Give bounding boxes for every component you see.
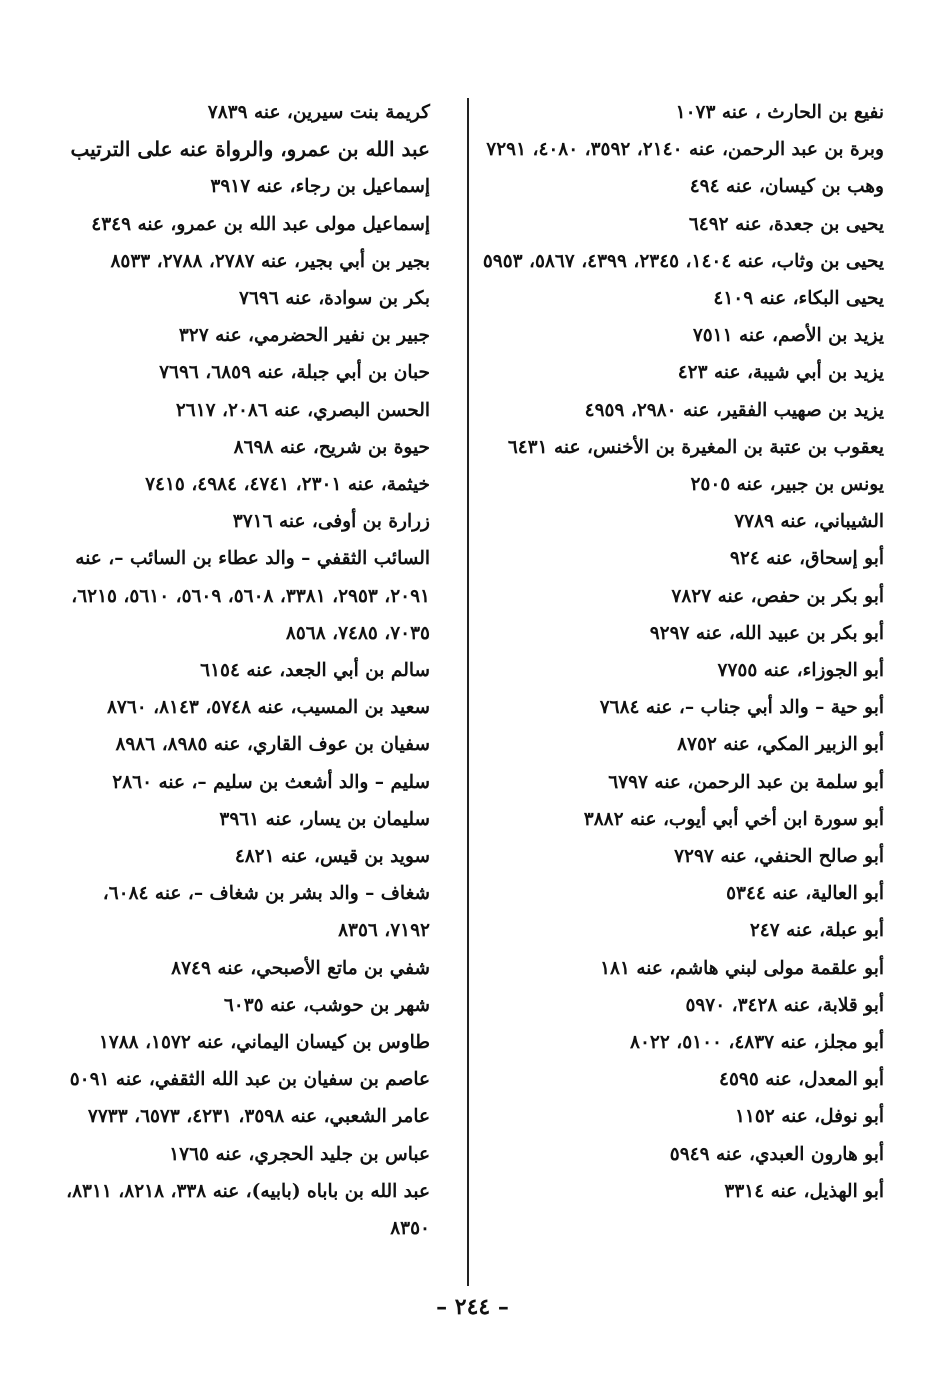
left-column: [58, 94, 430, 1247]
index-entry: سالم بن أبي الجعد، عنه ٦١٥٤: [200, 660, 430, 682]
index-entry: سفيان بن عوف القاري، عنه ٨٩٨٥، ٨٩٨٦: [115, 734, 430, 756]
index-entry: سويد بن قيس، عنه ٤٨٢١: [234, 846, 430, 868]
index-entry: عباس بن جليد الحجري، عنه ١٧٦٥: [169, 1143, 430, 1165]
index-entry: أبو الجوزاء، عنه ٧٧٥٥: [717, 660, 884, 682]
right-column: [478, 94, 884, 1210]
index-entry: عاصم بن سفيان بن عبد الله الثقفي، عنه ٥٠٩١: [69, 1069, 430, 1091]
index-entry: جبير بن نفير الحضرمي، عنه ٣٢٧: [178, 325, 430, 347]
index-entry: أبو بكر بن عبيد الله، عنه ٩٢٩٧: [649, 622, 884, 644]
index-entry: كريمة بنت سيرين، عنه ٧٨٣٩: [207, 102, 430, 123]
index-entry: سليمان بن يسار، عنه ٣٩٦١: [219, 808, 430, 830]
index-entry: زرارة بن أوفى، عنه ٣٧١٦: [232, 511, 430, 533]
index-entry: أبو الزبير المكي، عنه ٨٧٥٢: [677, 734, 884, 756]
index-entry: يونس بن جبير، عنه ٢٥٠٥: [690, 474, 884, 496]
index-entry: يحيى بن جعدة، عنه ٦٤٩٢: [688, 213, 884, 235]
index-entry: وهب بن كيسان، عنه ٤٩٤: [689, 176, 884, 198]
index-entry: يحيى البكاء، عنه ٤١٠٩: [713, 288, 884, 310]
index-entry: أبو علقمة مولى لبني هاشم، عنه ١٨١: [600, 957, 884, 979]
index-entry: أبو سلمة بن عبد الرحمن، عنه ٦٧٩٧: [608, 771, 884, 793]
index-entry: أبو العالية، عنه ٥٣٤٤: [726, 883, 884, 905]
index-entry: شفي بن ماتع الأصبحي، عنه ٨٧٤٩: [171, 957, 430, 979]
index-entry: أبو سورة ابن أخي أبي أيوب، عنه ٣٨٨٢: [583, 808, 884, 830]
section-heading: عبد الله بن عمرو، والرواة عنه على الترتيب: [70, 137, 430, 162]
index-entry: طاوس بن كيسان اليماني، عنه ١٥٧٢، ١٧٨٨: [98, 1032, 430, 1054]
index-entry: نفيع بن الحارث ، عنه ١٠٧٣: [675, 102, 884, 123]
index-entry: أبو قلابة، عنه ٣٤٢٨، ٥٩٧٠: [685, 994, 884, 1016]
index-entry: بجير بن أبي بجير، عنه ٢٧٨٧، ٢٧٨٨، ٨٥٣٣: [110, 250, 430, 272]
index-entry: أبو صالح الحنفي، عنه ٧٢٩٧: [674, 846, 884, 868]
index-entry: أبو حية – والد أبي جناب –، عنه ٧٦٨٤: [599, 697, 884, 719]
column-divider: [467, 98, 469, 1286]
index-entry: السائب الثقفي – والد عطاء بن السائب –، عنه ٢٠٩١، ٢٩٥٣، ٣٣٨١، ٥٦٠٨، ٥٦٠٩، ٥٦١٠، ٦٢١٥، ٧٠٣٥، ٧٤٨٥، ٨٥٦٨: [71, 548, 430, 644]
index-entry: يزيد بن أبي شيبة، عنه ٤٢٣: [677, 362, 884, 384]
index-entry: أبو الهذيل، عنه ٣٣١٤: [724, 1180, 884, 1202]
index-entry: الحسن البصري، عنه ٢٠٨٦، ٢٦١٧: [175, 399, 430, 421]
index-entry: إسماعيل مولى عبد الله بن عمرو، عنه ٤٣٤٩: [91, 213, 430, 235]
index-entry: حبان بن أبي جبلة، عنه ٦٨٥٩، ٧٦٩٦: [159, 362, 430, 384]
index-entry: يزيد بن صهيب الفقير، عنه ٢٩٨٠، ٤٩٥٩: [584, 399, 884, 421]
index-entry: خيثمة، عنه ٢٣٠١، ٤٧٤١، ٤٩٨٤، ٧٤١٥: [145, 474, 430, 496]
index-entry: سعيد بن المسيب، عنه ٥٧٤٨، ٨١٤٣، ٨٧٦٠: [106, 697, 430, 719]
index-entry: وبرة بن عبد الرحمن، عنه ٢١٤٠، ٣٥٩٢، ٤٠٨٠، ٧٢٩١: [486, 139, 884, 161]
index-entry: يزيد بن الأصم، عنه ٧٥١١: [692, 325, 884, 347]
index-entry: شهر بن حوشب، عنه ٦٠٣٥: [223, 994, 430, 1016]
index-entry: بكر بن سوادة، عنه ٧٦٩٦: [239, 288, 430, 310]
index-entry: الشيباني، عنه ٧٧٨٩: [734, 511, 884, 533]
index-entry: أبو إسحاق، عنه ٩٢٤: [729, 548, 884, 570]
index-entry: يعقوب بن عتبة بن المغيرة بن الأخنس، عنه ٦٤٣١: [507, 436, 884, 458]
index-entry: حيوة بن شريح، عنه ٨٦٩٨: [233, 436, 430, 458]
index-entry: إسماعيل بن رجاء، عنه ٣٩١٧: [210, 176, 430, 198]
index-entry: أبو نوفل، عنه ١١٥٢: [735, 1106, 884, 1128]
page-number: – ٢٤٤ –: [436, 1294, 509, 1320]
index-entry: يحيى بن وثاب، عنه ١٤٠٤، ٢٣٤٥، ٤٣٩٩، ٥٨٦٧، ٥٩٥٣: [482, 250, 884, 272]
index-entry: أبو عبلة، عنه ٢٤٧: [749, 920, 884, 942]
index-entry: أبو المعدل، عنه ٤٥٩٥: [719, 1069, 884, 1091]
index-entry: سليم – والد أشعث بن سليم –، عنه ٢٨٦٠: [112, 771, 430, 793]
index-entry: أبو بكر بن حفص، عنه ٧٨٢٧: [671, 585, 884, 607]
index-entry: أبو مجلز، عنه ٤٨٣٧، ٥١٠٠، ٨٠٢٢: [630, 1032, 884, 1054]
index-entry: شغاف – والد بشر بن شغاف –، عنه ٦٠٨٤، ٧١٩٢، ٨٣٥٦: [102, 883, 430, 942]
index-entry: عبد الله بن باباه (بابيه)، عنه ٣٣٨، ٨٢١٨، ٨٣١١، ٨٣٥٠: [66, 1180, 430, 1240]
index-entry: عامر الشعبي، عنه ٣٥٩٨، ٤٢٣١، ٦٥٧٣، ٧٧٣٣: [87, 1106, 430, 1128]
index-entry: أبو هارون العبدي، عنه ٥٩٤٩: [669, 1143, 884, 1165]
